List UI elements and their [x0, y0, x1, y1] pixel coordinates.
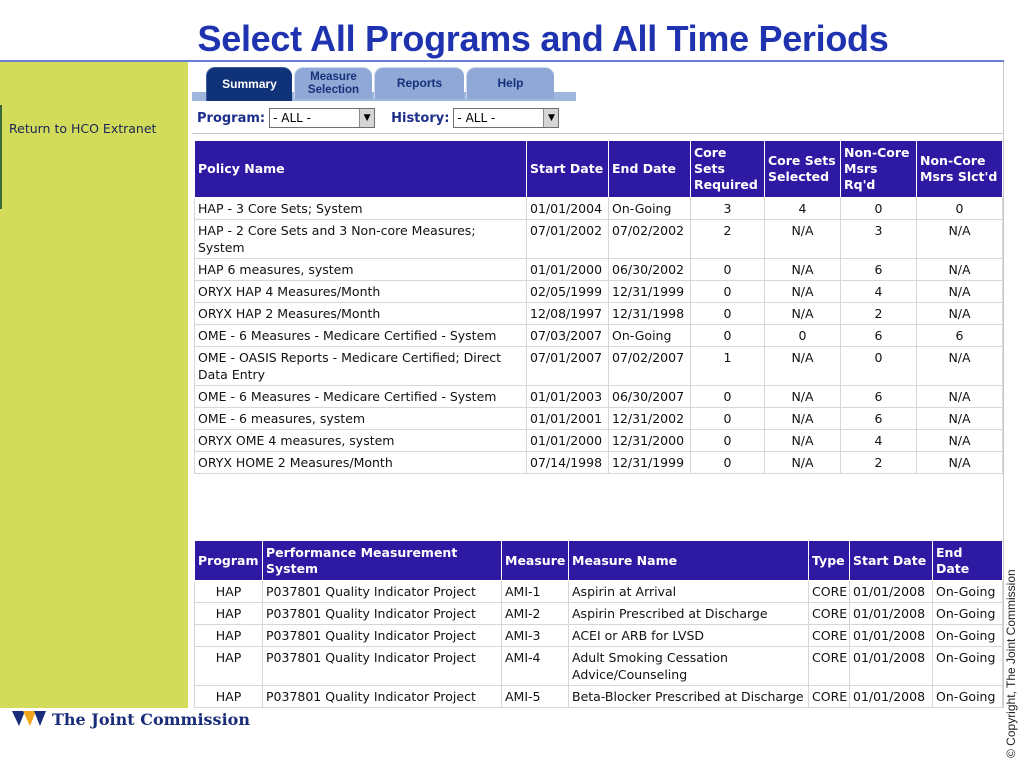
table-cell: CORE: [809, 581, 850, 603]
table-cell: P037801 Quality Indicator Project: [263, 647, 502, 686]
col-policy-name: Policy Name: [195, 141, 527, 198]
table-cell: 3: [691, 198, 765, 220]
table-cell: 12/31/1998: [609, 303, 691, 325]
col-core-sets-required: Core Sets Required: [691, 141, 765, 198]
program-select-value: - ALL -: [273, 111, 311, 125]
table-cell: 01/01/2008: [850, 625, 933, 647]
table-row: [195, 325, 1003, 347]
table-cell: 0: [841, 198, 917, 220]
table-cell: ACEI or ARB for LVSD: [569, 625, 809, 647]
table-row: [195, 281, 1003, 303]
table-cell: On-Going: [933, 686, 1003, 708]
table-cell: Beta-Blocker Prescribed at Discharge: [569, 686, 809, 708]
return-to-hco-extranet-link[interactable]: Return to HCO Extranet: [9, 121, 157, 136]
table-row: [195, 198, 1003, 220]
table-cell: 1: [691, 347, 765, 386]
table-cell: 06/30/2007: [609, 386, 691, 408]
table-cell: On-Going: [609, 325, 691, 347]
table-cell: CORE: [809, 686, 850, 708]
table-cell: 07/01/2002: [527, 220, 609, 259]
table-cell: N/A: [765, 408, 841, 430]
table-cell: CORE: [809, 647, 850, 686]
col-end-date: End Date: [609, 141, 691, 198]
table-row: [195, 259, 1003, 281]
table-cell: 2: [691, 220, 765, 259]
table-cell: HAP: [195, 686, 263, 708]
table-cell: AMI-3: [502, 625, 569, 647]
table-cell: N/A: [917, 220, 1003, 259]
table-row: [195, 452, 1003, 474]
table-cell: 0: [691, 408, 765, 430]
table-cell: 07/02/2002: [609, 220, 691, 259]
table-row: [195, 647, 1003, 686]
table-cell: 6: [841, 386, 917, 408]
table-cell: 12/31/1999: [609, 281, 691, 303]
table-cell: 01/01/2008: [850, 647, 933, 686]
table-cell: 12/31/1999: [609, 452, 691, 474]
history-label: History:: [391, 110, 450, 126]
table-cell: ORYX HAP 4 Measures/Month: [195, 281, 527, 303]
col-measure: Measure: [502, 541, 569, 581]
table-row: [195, 220, 1003, 259]
table-cell: N/A: [765, 220, 841, 259]
table-cell: 07/14/1998: [527, 452, 609, 474]
col-performance-system: Performance Measurement System: [263, 541, 502, 581]
history-select[interactable]: [453, 108, 559, 128]
col-measure-name: Measure Name: [569, 541, 809, 581]
table-cell: AMI-2: [502, 603, 569, 625]
table-cell: 01/01/2004: [527, 198, 609, 220]
tab-bar: [192, 67, 576, 101]
table-cell: 0: [691, 281, 765, 303]
joint-commission-logo: [12, 706, 250, 732]
table-cell: P037801 Quality Indicator Project: [263, 603, 502, 625]
table-cell: HAP: [195, 581, 263, 603]
col-core-sets-selected: Core Sets Selected: [765, 141, 841, 198]
sidebar: [0, 62, 188, 708]
table-cell: AMI-1: [502, 581, 569, 603]
program-select[interactable]: [269, 108, 375, 128]
filter-bar: [197, 107, 559, 129]
col-program: Program: [195, 541, 263, 581]
table-cell: 2: [841, 452, 917, 474]
copyright-notice: © Copyright, The Joint Commission: [1004, 569, 1018, 758]
table-row: [195, 347, 1003, 386]
table-cell: OME - 6 Measures - Medicare Certified - System: [195, 386, 527, 408]
table-cell: N/A: [765, 281, 841, 303]
table-cell: 0: [691, 452, 765, 474]
table-cell: P037801 Quality Indicator Project: [263, 686, 502, 708]
table-cell: 02/05/1999: [527, 281, 609, 303]
table-cell: N/A: [917, 347, 1003, 386]
table-cell: 12/08/1997: [527, 303, 609, 325]
table-cell: 0: [917, 198, 1003, 220]
table-cell: 4: [841, 281, 917, 303]
table-cell: 01/01/2000: [527, 259, 609, 281]
tab-reports[interactable]: Reports: [374, 67, 464, 99]
table-cell: 3: [841, 220, 917, 259]
table-cell: N/A: [765, 452, 841, 474]
table-cell: CORE: [809, 625, 850, 647]
table-cell: 0: [841, 347, 917, 386]
table-cell: 0: [691, 430, 765, 452]
table-row: [195, 603, 1003, 625]
tab-measure-selection[interactable]: [294, 67, 372, 99]
table-cell: 6: [841, 325, 917, 347]
col-measure-end-date: End Date: [933, 541, 1003, 581]
table-cell: Adult Smoking Cessation Advice/Counseling: [569, 647, 809, 686]
table-cell: 4: [765, 198, 841, 220]
table-row: [195, 430, 1003, 452]
tab-summary[interactable]: Summary: [206, 67, 292, 101]
dropdown-arrow-icon: ▼: [359, 109, 374, 127]
table-cell: 01/01/2008: [850, 581, 933, 603]
table-cell: 01/01/2008: [850, 603, 933, 625]
table-cell: 0: [765, 325, 841, 347]
col-non-core-selected: Non-Core Msrs Slct'd: [917, 141, 1003, 198]
table-cell: 0: [691, 259, 765, 281]
table-row: [195, 625, 1003, 647]
filter-divider: [192, 133, 1003, 134]
table-row: [195, 686, 1003, 708]
col-start-date: Start Date: [527, 141, 609, 198]
tab-measure-selection-label: Measure Selection: [307, 70, 360, 96]
table-cell: OME - 6 Measures - Medicare Certified - System: [195, 325, 527, 347]
table-cell: 0: [691, 325, 765, 347]
table-cell: N/A: [765, 430, 841, 452]
table-cell: 01/01/2008: [850, 686, 933, 708]
table-cell: N/A: [765, 259, 841, 281]
table-cell: 6: [917, 325, 1003, 347]
table-cell: 6: [841, 408, 917, 430]
table-row: [195, 303, 1003, 325]
table-cell: 07/02/2007: [609, 347, 691, 386]
col-non-core-required: Non-Core Msrs Rq'd: [841, 141, 917, 198]
table-cell: On-Going: [933, 625, 1003, 647]
table-cell: 4: [841, 430, 917, 452]
table-cell: N/A: [917, 303, 1003, 325]
table-cell: ORYX HAP 2 Measures/Month: [195, 303, 527, 325]
content-bottom-mask: [192, 708, 1004, 768]
measure-table-header: [195, 541, 1003, 581]
table-row: [195, 386, 1003, 408]
table-cell: N/A: [765, 303, 841, 325]
table-cell: 07/01/2007: [527, 347, 609, 386]
table-cell: 2: [841, 303, 917, 325]
table-cell: Aspirin at Arrival: [569, 581, 809, 603]
table-cell: 06/30/2002: [609, 259, 691, 281]
table-cell: N/A: [765, 347, 841, 386]
table-cell: OME - 6 measures, system: [195, 408, 527, 430]
program-label: Program:: [197, 110, 266, 126]
table-cell: N/A: [917, 408, 1003, 430]
table-cell: On-Going: [933, 581, 1003, 603]
table-cell: 01/01/2003: [527, 386, 609, 408]
tab-help[interactable]: Help: [466, 67, 554, 99]
table-cell: 07/03/2007: [527, 325, 609, 347]
table-cell: P037801 Quality Indicator Project: [263, 581, 502, 603]
table-cell: N/A: [917, 281, 1003, 303]
table-cell: N/A: [917, 430, 1003, 452]
table-cell: On-Going: [609, 198, 691, 220]
table-cell: 0: [691, 303, 765, 325]
measure-table: [194, 540, 1003, 708]
table-cell: 12/31/2000: [609, 430, 691, 452]
table-row: [195, 408, 1003, 430]
policy-table-header: [195, 141, 1003, 198]
dropdown-arrow-icon: ▼: [543, 109, 558, 127]
table-cell: 01/01/2001: [527, 408, 609, 430]
table-cell: CORE: [809, 603, 850, 625]
table-row: [195, 581, 1003, 603]
col-type: Type: [809, 541, 850, 581]
table-cell: On-Going: [933, 647, 1003, 686]
slide-title: Select All Programs and All Time Periods: [197, 18, 889, 59]
table-cell: 6: [841, 259, 917, 281]
policy-table: [194, 140, 1003, 474]
table-cell: AMI-5: [502, 686, 569, 708]
table-cell: HAP: [195, 625, 263, 647]
table-cell: N/A: [917, 386, 1003, 408]
table-cell: On-Going: [933, 603, 1003, 625]
table-cell: ORYX OME 4 measures, system: [195, 430, 527, 452]
logo-text: The Joint Commission: [52, 709, 250, 729]
table-cell: HAP - 3 Core Sets; System: [195, 198, 527, 220]
col-measure-start-date: Start Date: [850, 541, 933, 581]
table-cell: N/A: [765, 386, 841, 408]
logo-mark-icon: [12, 708, 46, 730]
table-cell: HAP: [195, 603, 263, 625]
table-cell: HAP - 2 Core Sets and 3 Non-core Measures; System: [195, 220, 527, 259]
table-cell: ORYX HOME 2 Measures/Month: [195, 452, 527, 474]
table-cell: AMI-4: [502, 647, 569, 686]
table-cell: OME - OASIS Reports - Medicare Certified; Direct Data Entry: [195, 347, 527, 386]
sidebar-accent: [0, 105, 2, 209]
table-cell: 01/01/2000: [527, 430, 609, 452]
table-cell: N/A: [917, 452, 1003, 474]
table-cell: HAP: [195, 647, 263, 686]
table-cell: HAP 6 measures, system: [195, 259, 527, 281]
table-cell: 12/31/2002: [609, 408, 691, 430]
table-cell: N/A: [917, 259, 1003, 281]
table-cell: P037801 Quality Indicator Project: [263, 625, 502, 647]
table-cell: 0: [691, 386, 765, 408]
history-select-value: - ALL -: [457, 111, 496, 125]
table-cell: Aspirin Prescribed at Discharge: [569, 603, 809, 625]
